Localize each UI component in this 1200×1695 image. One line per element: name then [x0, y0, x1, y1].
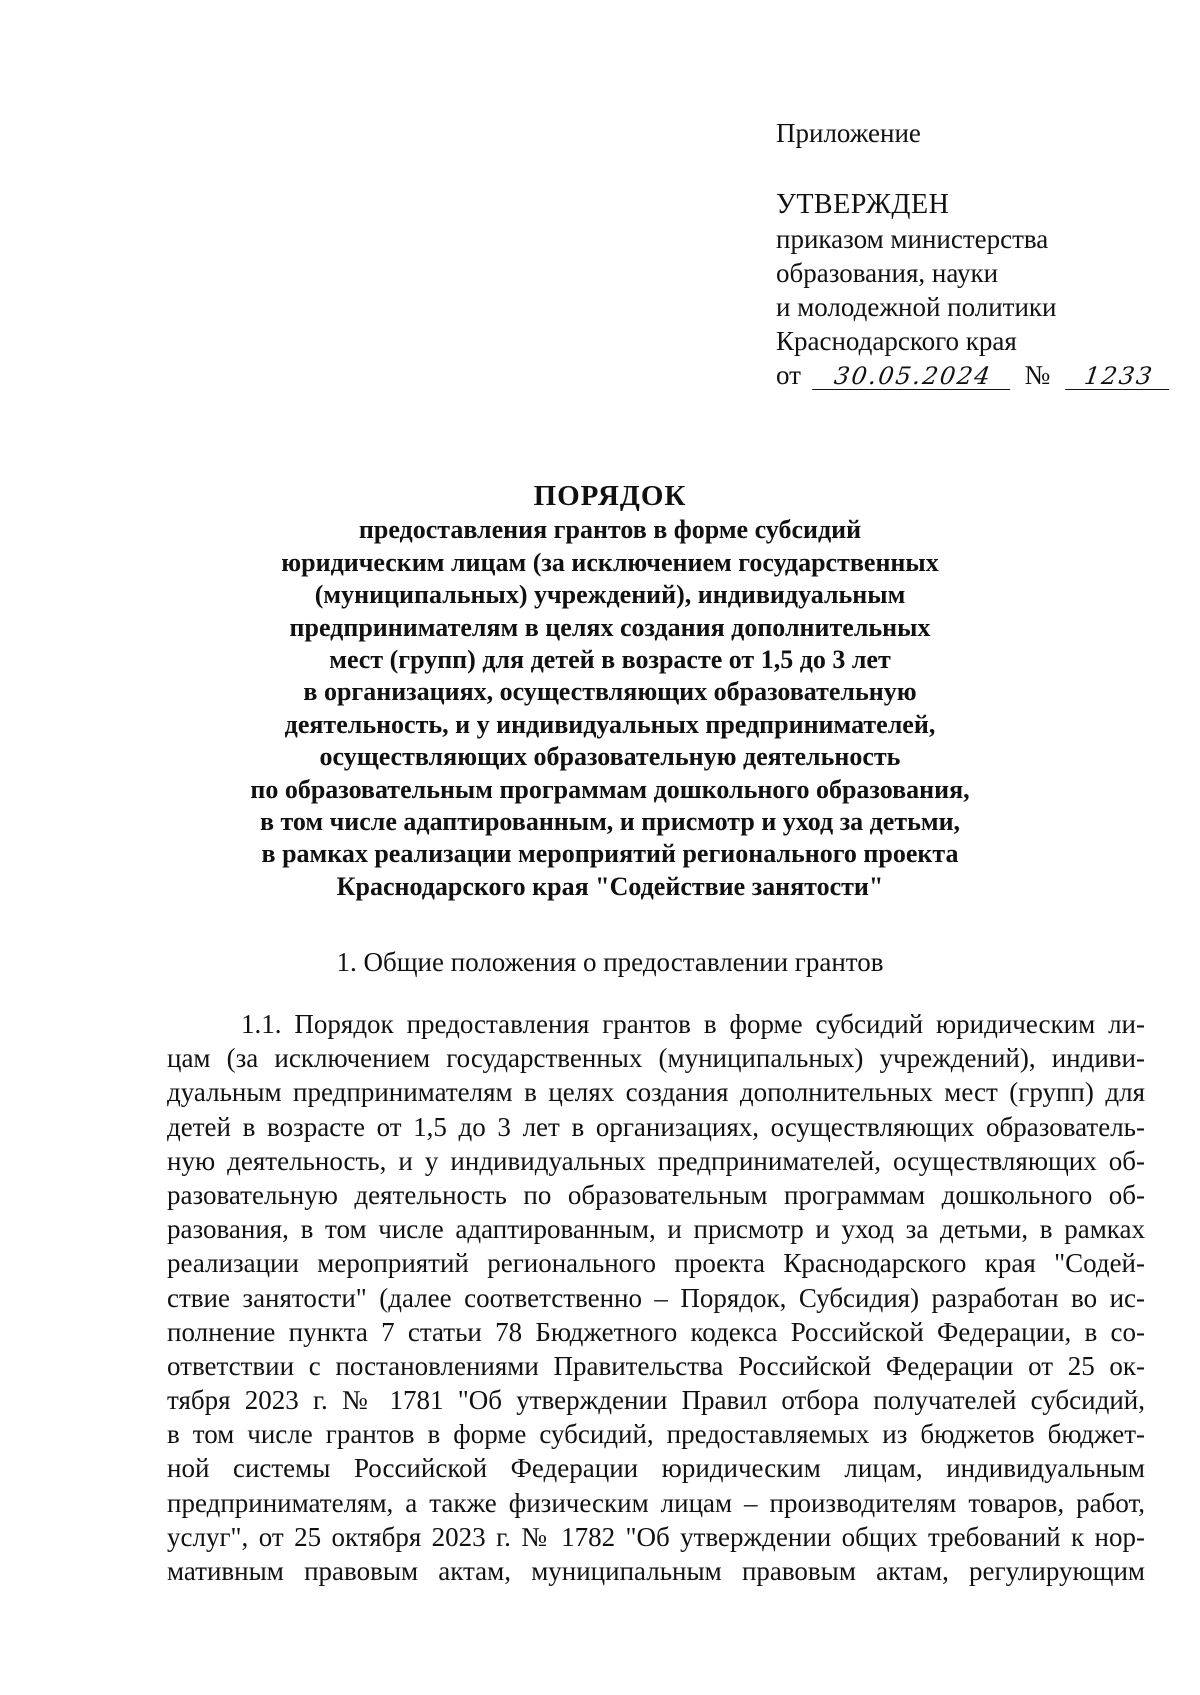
- handwritten-date: 30.05.2024: [812, 363, 1014, 390]
- approval-line: образования, науки: [776, 258, 999, 288]
- title-line: в рамках реализации мероприятий регионального проекта: [261, 839, 959, 869]
- title-line: Краснодарского края "Содействие занятости": [336, 871, 884, 901]
- paragraph-line: детей в возрасте от 1,5 до 3 лет в организациях, осуществляющих образователь-: [167, 1111, 1145, 1142]
- paragraph-line: разования, в том числе адаптированным, и присмотр и уход за детьми, в рамках: [167, 1214, 1145, 1245]
- approval-line: Краснодарского края: [776, 326, 1017, 356]
- paragraph-line: тября 2023 г. № 1781 "Об утверждении Правил отбора получателей субсидий,: [167, 1385, 1145, 1416]
- title-line: осуществляющих образовательную деятельность: [319, 742, 901, 772]
- title-line: предпринимателям в целях создания дополнительных: [289, 612, 931, 642]
- paragraph-1-1: [167, 1007, 1145, 1588]
- date-prefix: от: [776, 360, 801, 390]
- document-title-block: [150, 480, 1070, 903]
- title-line: по образовательным программам дошкольного образования,: [250, 774, 970, 804]
- title-line: юридическим лицам (за исключением государственных: [281, 547, 939, 577]
- number-sign: №: [1024, 360, 1051, 390]
- paragraph-line: предпринимателям, а также физическим лицам – производителям товаров, работ,: [167, 1487, 1145, 1518]
- paragraph-line: ную деятельность, и у индивидуальных предпринимателей, осуществляющих об-: [167, 1145, 1145, 1176]
- paragraph-line: 1.1. Порядок предоставления грантов в форме субсидий юридическим ли-: [241, 1009, 1145, 1039]
- paragraph-line: мативным правовым актам, муниципальным правовым актам, регулирующим: [167, 1556, 1145, 1586]
- section-heading: 1. Общие положения о предоставлении грантов: [336, 947, 884, 977]
- paragraph-line: реализации мероприятий регионального проекта Краснодарского края "Содей-: [167, 1248, 1145, 1279]
- paragraph-line: в том числе грантов в форме субсидий, предоставляемых из бюджетов бюджет-: [167, 1419, 1145, 1450]
- title-line: предоставления грантов в форме субсидий: [358, 515, 862, 545]
- title-line: в том числе адаптированным, и присмотр и уход за детьми,: [259, 807, 961, 837]
- title-line: в организациях, осуществляющих образовательную: [303, 677, 917, 707]
- title-line: деятельность, и у индивидуальных предпринимателей,: [284, 709, 936, 739]
- paragraph-line: разовательную деятельность по образовательным программам дошкольного об-: [167, 1179, 1145, 1210]
- paragraph-line: дуальным предпринимателям в целях создания дополнительных мест (групп) для: [167, 1077, 1145, 1108]
- paragraph-line: ответствии с постановлениями Правительства Российской Федерации от 25 ок-: [167, 1350, 1145, 1381]
- appendix-label: Приложение: [776, 118, 921, 148]
- title-line: мест (групп) для детей в возрасте от 1,5 до 3 лет: [329, 645, 891, 675]
- paragraph-line: ствие занятости" (далее соответственно – Порядок, Субсидия) разработан во ис-: [167, 1282, 1145, 1313]
- paragraph-line: цам (за исключением государственных (муниципальных) учреждений), индиви-: [167, 1043, 1145, 1074]
- order-date-number-line: [776, 358, 1176, 392]
- approved-label: УТВЕРЖДЕН: [776, 189, 950, 220]
- approval-line: и молодежной политики: [776, 292, 1057, 322]
- approval-line: приказом министерства: [776, 224, 1049, 254]
- paragraph-line: ной системы Российской Федерации юридическим лицам, индивидуальным: [167, 1453, 1145, 1484]
- paragraph-line: услуг", от 25 октября 2023 г. № 1782 "Об утверждении общих требований к нор-: [167, 1521, 1145, 1552]
- document-title: ПОРЯДОК: [533, 480, 687, 512]
- title-line: (муниципальных) учреждений), индивидуальным: [314, 580, 906, 610]
- paragraph-line: полнение пункта 7 статьи 78 Бюджетного кодекса Российской Федерации, в со-: [167, 1316, 1145, 1347]
- approval-block: [776, 116, 1176, 392]
- handwritten-number: 1233: [1065, 363, 1173, 390]
